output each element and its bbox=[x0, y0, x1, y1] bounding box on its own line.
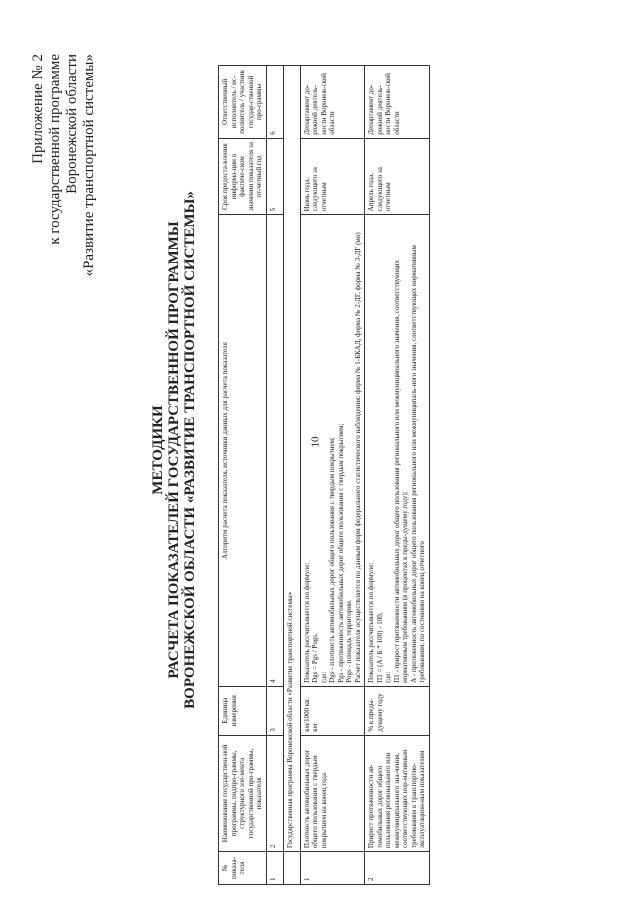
document-title bbox=[150, 65, 198, 835]
algo-line: Dgs - плотность автомобильных дорог общего пользования с твердым покрытием; bbox=[328, 437, 336, 683]
algo-line: Pgs - протяженность автомобильных дорог общего пользования с твердым покрытием; bbox=[336, 423, 345, 683]
methodics-table bbox=[218, 65, 430, 885]
row-2-term: Апрель года, следующего за отчетным bbox=[365, 138, 430, 215]
algo-line: П1 - прирост протяженности автомобильных дорог общего пользования регионального или межмуниципального значения, соответствующих нормативным требованиям (в процентах к преды-дущему году); bbox=[392, 259, 409, 683]
table-row bbox=[300, 66, 365, 885]
header-algorithm: Алгоритм расчета показателя, источники данных для расчета показателя bbox=[219, 215, 267, 687]
column-number: 4 bbox=[266, 215, 283, 687]
title-line-1: МЕТОДИКИ bbox=[150, 405, 166, 495]
algo-line: П1 = (A / Б * 100) - 100, bbox=[375, 612, 384, 683]
appendix-line-4: «Развитие транспортной системы» bbox=[81, 54, 97, 277]
column-number: 6 bbox=[266, 66, 283, 139]
algo-line: Pogs - площадь территории. bbox=[345, 599, 353, 683]
page-number: 10 bbox=[309, 436, 322, 448]
row-2-name: Прирост протяженности ав-томобильных дорог общего пользования регионального или межмуниципального зна-чения, соответствующих нор-мативным требованиям к транспортно-эксплуатацион-ным показателям bbox=[365, 735, 430, 851]
row-1-term: Июнь года, следующего за отчетным bbox=[300, 138, 365, 215]
algo-line: Расчет показателя осуществляется по данным форм федерального статистического наблюдения: форма № 1-БКАД, форма № 2-ДГ, форма № 3-ДГ (мо) bbox=[353, 232, 362, 683]
header-name: Наименование государствен-ной программы, подпро-граммы, структурного эле-мента государственной про-граммы, показателя bbox=[219, 735, 267, 851]
program-row-spacer bbox=[283, 852, 300, 885]
appendix-line-1: Приложение № 2 bbox=[30, 54, 46, 164]
row-1-name: Плотность автомобильных дорог общего пользования с твердым покрытием на конец года bbox=[300, 735, 365, 851]
column-number: 3 bbox=[266, 686, 283, 735]
program-row bbox=[283, 66, 300, 885]
row-2-unit: % к преды-дущему году bbox=[365, 686, 430, 735]
appendix-block bbox=[30, 54, 98, 276]
column-number: 5 bbox=[266, 138, 283, 215]
header-unit: Единица измерения bbox=[219, 686, 267, 735]
algo-line: где: bbox=[384, 671, 392, 683]
column-number: 2 bbox=[266, 735, 283, 851]
header-term: Срок предоста-вления информа-ции о фактиче-ском значении показателя за от-четный год bbox=[219, 138, 267, 215]
column-number: 1 bbox=[266, 852, 283, 885]
row-2-no: 2 bbox=[365, 852, 430, 885]
header-responsible: Ответственный исполнитель / ис-полнитель / участник государ-ственной про-граммы bbox=[219, 66, 267, 139]
title-line-2: РАСЧЕТА ПОКАЗАТЕЛЕЙ ГОСУДАРСТВЕННОЙ ПРОГРАММЫ bbox=[166, 221, 182, 679]
row-1-responsible: Департамент до-рожной деятель-ности Воронеж-ской области bbox=[300, 66, 365, 139]
algo-line: А - протяженность автомобильных дорог общего пользования регионального или межмуниципаль-ного значения, соответствующих нормативным требованиям, по состоянию на конец отчетного bbox=[409, 245, 426, 683]
row-2-responsible: Департамент до-рожной деятель-ности Воронеж-ской области bbox=[365, 66, 430, 139]
table-header-row bbox=[219, 66, 267, 885]
algo-line: Dgs = Pgs / Pogs, bbox=[311, 633, 319, 683]
algo-line: Показатель рассчитывается по формуле: bbox=[367, 562, 375, 683]
title-line-3: ВОРОНЕЖСКОЙ ОБЛАСТИ «РАЗВИТИЕ ТРАНСПОРТНОЙ СИСТЕМЫ» bbox=[182, 191, 198, 709]
algo-line: где: bbox=[319, 671, 328, 683]
row-1-no: 1 bbox=[300, 852, 365, 885]
row-1-unit: км/1000 кв. км bbox=[300, 686, 365, 735]
table-row bbox=[365, 66, 430, 885]
algo-line: Показатель рассчитывается по формуле: bbox=[302, 562, 311, 683]
row-1-algorithm bbox=[300, 215, 365, 687]
column-number-row bbox=[266, 66, 283, 885]
program-title: Государственная программа Воронежской области «Развитие транспортной системы» bbox=[283, 66, 300, 852]
row-2-algorithm bbox=[365, 215, 430, 687]
appendix-line-2: к государственной программе bbox=[47, 54, 63, 245]
header-no: № показа-теля bbox=[219, 852, 267, 885]
appendix-line-3: Воронежской области bbox=[64, 54, 80, 194]
